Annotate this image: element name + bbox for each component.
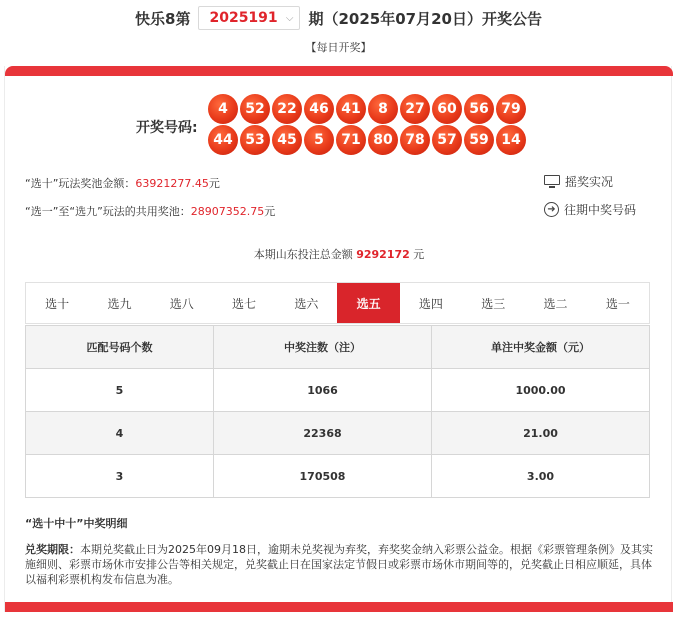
tab-play-type[interactable]: 选三	[481, 296, 506, 311]
issue-select[interactable]	[198, 6, 300, 30]
pick10-pool-amount: 63921277.45	[135, 177, 209, 190]
tab-play-type[interactable]: 选十	[45, 296, 70, 311]
number-ball: 22	[272, 94, 302, 124]
number-ball: 57	[432, 125, 462, 155]
match-count-cell: 4	[26, 412, 214, 455]
pick10-pool-unit: 元	[208, 177, 220, 190]
tab-play-type[interactable]: 选四	[418, 296, 443, 311]
pick10-pool	[25, 175, 220, 191]
tab-play-type[interactable]: 选九	[107, 296, 132, 311]
table-row	[26, 412, 650, 455]
pick10-pool-label: “选十”玩法奖池金额：	[25, 177, 136, 190]
tab-play-type[interactable]: 选八	[169, 296, 194, 311]
title-suffix: 期（2025年07月20日）开奖公告	[308, 9, 542, 28]
table-row	[26, 455, 650, 498]
tab-play-type[interactable]: 选五	[337, 283, 399, 323]
number-ball: 60	[432, 94, 462, 124]
total-unit: 元	[413, 248, 425, 261]
play-type-tabs	[25, 282, 650, 324]
shared-pool-amount: 28907352.75	[190, 205, 265, 218]
table-row	[26, 369, 650, 412]
number-ball: 52	[240, 94, 270, 124]
notice-text: 本期兑奖截止日为2025年09月18日，逾期未兑奖视为弃奖，弃奖奖金纳入彩票公益金。根据《彩票管理条例》及其实施细则、彩票市场休市安排公告等相关规定，兑奖截止日在国家法定节假日或彩票市场休市期间等的，兑奖截止日相应顺延，具体以福利彩票机构发布信息为准。	[25, 543, 653, 586]
total-amount: 9292172	[356, 248, 410, 261]
tab-play-type[interactable]: 选二	[543, 296, 568, 311]
number-ball: 8	[368, 94, 398, 124]
notice-label: 兑奖期限：	[25, 543, 80, 556]
result-card	[4, 66, 672, 612]
number-ball: 5	[304, 125, 334, 155]
tab-play-type[interactable]: 选一	[605, 296, 630, 311]
draw-numbers	[208, 94, 548, 155]
announcement-title	[0, 6, 677, 30]
prize-amount-cell: 1000.00	[432, 369, 650, 412]
number-ball: 78	[400, 125, 430, 155]
page-header	[0, 0, 677, 64]
number-ball: 80	[368, 125, 398, 155]
history-link[interactable]	[544, 201, 636, 218]
live-draw-link[interactable]	[544, 173, 613, 190]
card-bottom-band	[5, 602, 673, 612]
number-ball: 71	[336, 125, 366, 155]
tab-play-type[interactable]: 选七	[232, 296, 257, 311]
title-prefix: 快乐8第	[135, 9, 191, 28]
total-bet-amount	[5, 246, 673, 262]
header-winning-count: 中奖注数（注）	[214, 326, 432, 369]
winning-count-cell: 1066	[214, 369, 432, 412]
winning-count-cell: 170508	[214, 455, 432, 498]
number-ball: 79	[496, 94, 526, 124]
number-ball: 4	[208, 94, 238, 124]
number-ball: 56	[464, 94, 494, 124]
redemption-notice	[25, 542, 655, 587]
match-count-cell: 3	[26, 455, 214, 498]
prize-amount-cell: 3.00	[432, 455, 650, 498]
number-ball: 44	[208, 125, 238, 155]
number-ball: 59	[464, 125, 494, 155]
number-ball: 46	[304, 94, 334, 124]
shared-pool-label: “选一”至“选九”玩法的共用奖池：	[25, 205, 191, 218]
number-ball: 14	[496, 125, 526, 155]
header-match-count: 匹配号码个数	[26, 326, 214, 369]
number-ball: 45	[272, 125, 302, 155]
draw-frequency: 【每日开奖】	[305, 41, 372, 54]
table-header-row	[26, 326, 650, 369]
match-count-cell: 5	[26, 369, 214, 412]
history-label: 往期中奖号码	[564, 203, 637, 217]
card-top-band	[5, 66, 673, 76]
pick10-detail-title: “选十中十”中奖明细	[25, 517, 128, 530]
number-ball: 27	[400, 94, 430, 124]
draw-numbers-label: 开奖号码:	[136, 120, 198, 136]
shared-pool-unit: 元	[264, 205, 276, 218]
shared-pool	[25, 203, 275, 219]
arrow-right-circle-icon: ➜	[544, 202, 559, 217]
header-prize-amount: 单注中奖金额（元）	[432, 326, 650, 369]
chevron-down-icon: ⌵	[285, 12, 294, 24]
tab-play-type[interactable]: 选六	[294, 296, 319, 311]
number-ball: 53	[240, 125, 270, 155]
winning-count-cell: 22368	[214, 412, 432, 455]
total-label: 本期山东投注总金额	[253, 248, 353, 261]
live-draw-label: 摇奖实况	[565, 175, 614, 189]
monitor-icon	[544, 175, 560, 189]
number-ball: 41	[336, 94, 366, 124]
prize-table	[25, 325, 650, 498]
prize-amount-cell: 21.00	[432, 412, 650, 455]
issue-number: 2025191	[209, 10, 278, 26]
